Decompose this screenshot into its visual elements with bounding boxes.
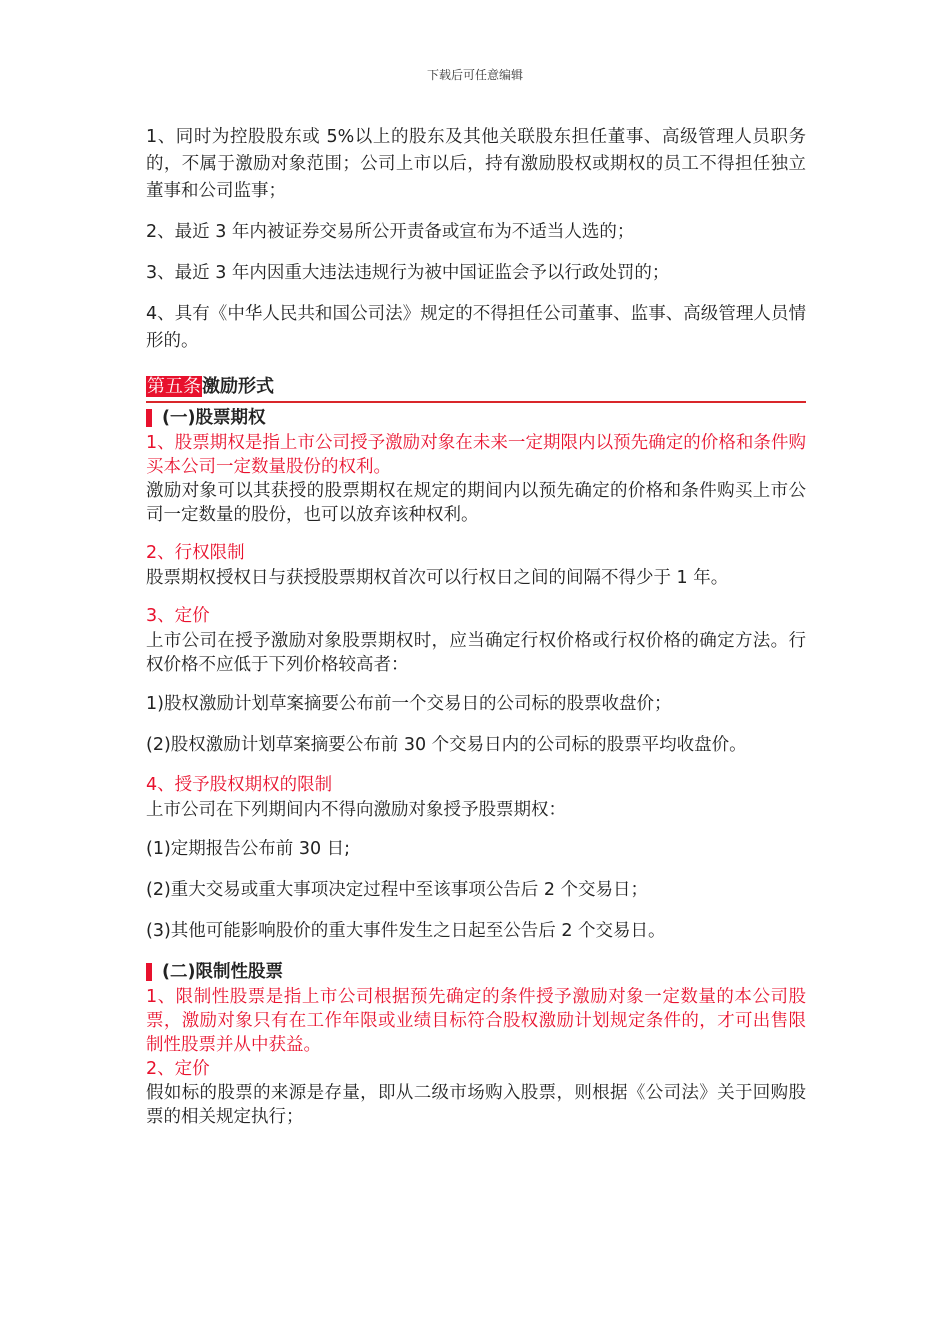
- heading-grant-restriction: 4、授予股权期权的限制: [146, 775, 333, 795]
- section-title: 激励形式: [202, 376, 274, 397]
- heading-exercise-restriction: 2、行权限制: [146, 543, 245, 563]
- document-body: [146, 124, 806, 1129]
- subsection-heading-restricted-stock: [146, 959, 806, 985]
- restricted-pricing-body: 假如标的股票的来源是存量，即从二级市场购入股票，则根据《公司法》关于回购股票的相关规定执行；: [146, 1083, 806, 1127]
- intro-item-1: 1、同时为控股股东或 5%以上的股东及其他关联股东担任董事、高级管理人员职务的，不属于激励对象范围；公司上市以后，持有激励股权或期权的员工不得担任独立董事和公司监事；: [146, 127, 806, 201]
- intro-item-4: 4、具有《中华人民共和国公司法》规定的不得担任公司董事、监事、高级管理人员情形的。: [146, 304, 806, 351]
- section-heading: [146, 375, 806, 403]
- page-header: 下载后可任意编辑: [426, 68, 523, 82]
- definition-body: 激励对象可以其获授的股票期权在规定的期间内以预先确定的价格和条件购买上市公司一定数量的股份，也可以放弃该种权利。: [146, 481, 806, 525]
- heading-restricted-pricing: 2、定价: [146, 1059, 210, 1079]
- grant-restriction-item-2: (2)重大交易或重大事项决定过程中至该事项公告后 2 个交易日；: [146, 880, 649, 900]
- definition-stock-options: 1、股票期权是指上市公司授予激励对象在未来一定期限内以预先确定的价格和条件购买本公司一定数量股份的权利。: [146, 433, 806, 477]
- red-bar-marker: [146, 963, 152, 981]
- grant-restriction-item-1: (1)定期报告公布前 30 日;: [146, 839, 351, 859]
- pricing-list-item-2: (2)股权激励计划草案摘要公布前 30 个交易日内的公司标的股票平均收盘价。: [146, 735, 747, 755]
- subsection-heading-stock-options: [146, 405, 806, 431]
- pricing-list-item-1: 1)股权激励计划草案摘要公布前一个交易日的公司标的股票收盘价；: [146, 694, 672, 714]
- section-number-tag: 第五条: [147, 376, 201, 397]
- grant-restriction-item-3: (3)其他可能影响股价的重大事件发生之日起至公告后 2 个交易日。: [146, 921, 666, 941]
- pricing-body: 上市公司在授予激励对象股票期权时，应当确定行权价格或行权价格的确定方法。行权价格不应低于下列价格较高者：: [146, 631, 806, 675]
- exercise-restriction-body: 股票期权授权日与获授股票期权首次可以行权日之间的间隔不得少于 1 年。: [146, 568, 729, 588]
- heading-pricing: 3、定价: [146, 606, 210, 626]
- intro-item-3: 3、最近 3 年内因重大违法违规行为被中国证监会予以行政处罚的；: [146, 263, 670, 283]
- subsection-title: (一)股票期权: [162, 408, 266, 428]
- definition-restricted-stock: 1、限制性股票是指上市公司根据预先确定的条件授予激励对象一定数量的本公司股票，激励对象只有在工作年限或业绩目标符合股权激励计划规定条件的，才可出售限制性股票并从中获益。: [146, 987, 806, 1055]
- red-bar-marker: [146, 409, 152, 427]
- grant-restriction-body: 上市公司在下列期间内不得向激励对象授予股票期权：: [146, 800, 566, 820]
- intro-item-2: 2、最近 3 年内被证券交易所公开责备或宣布为不适当人选的；: [146, 222, 635, 242]
- subsection-title: (二)限制性股票: [162, 962, 283, 982]
